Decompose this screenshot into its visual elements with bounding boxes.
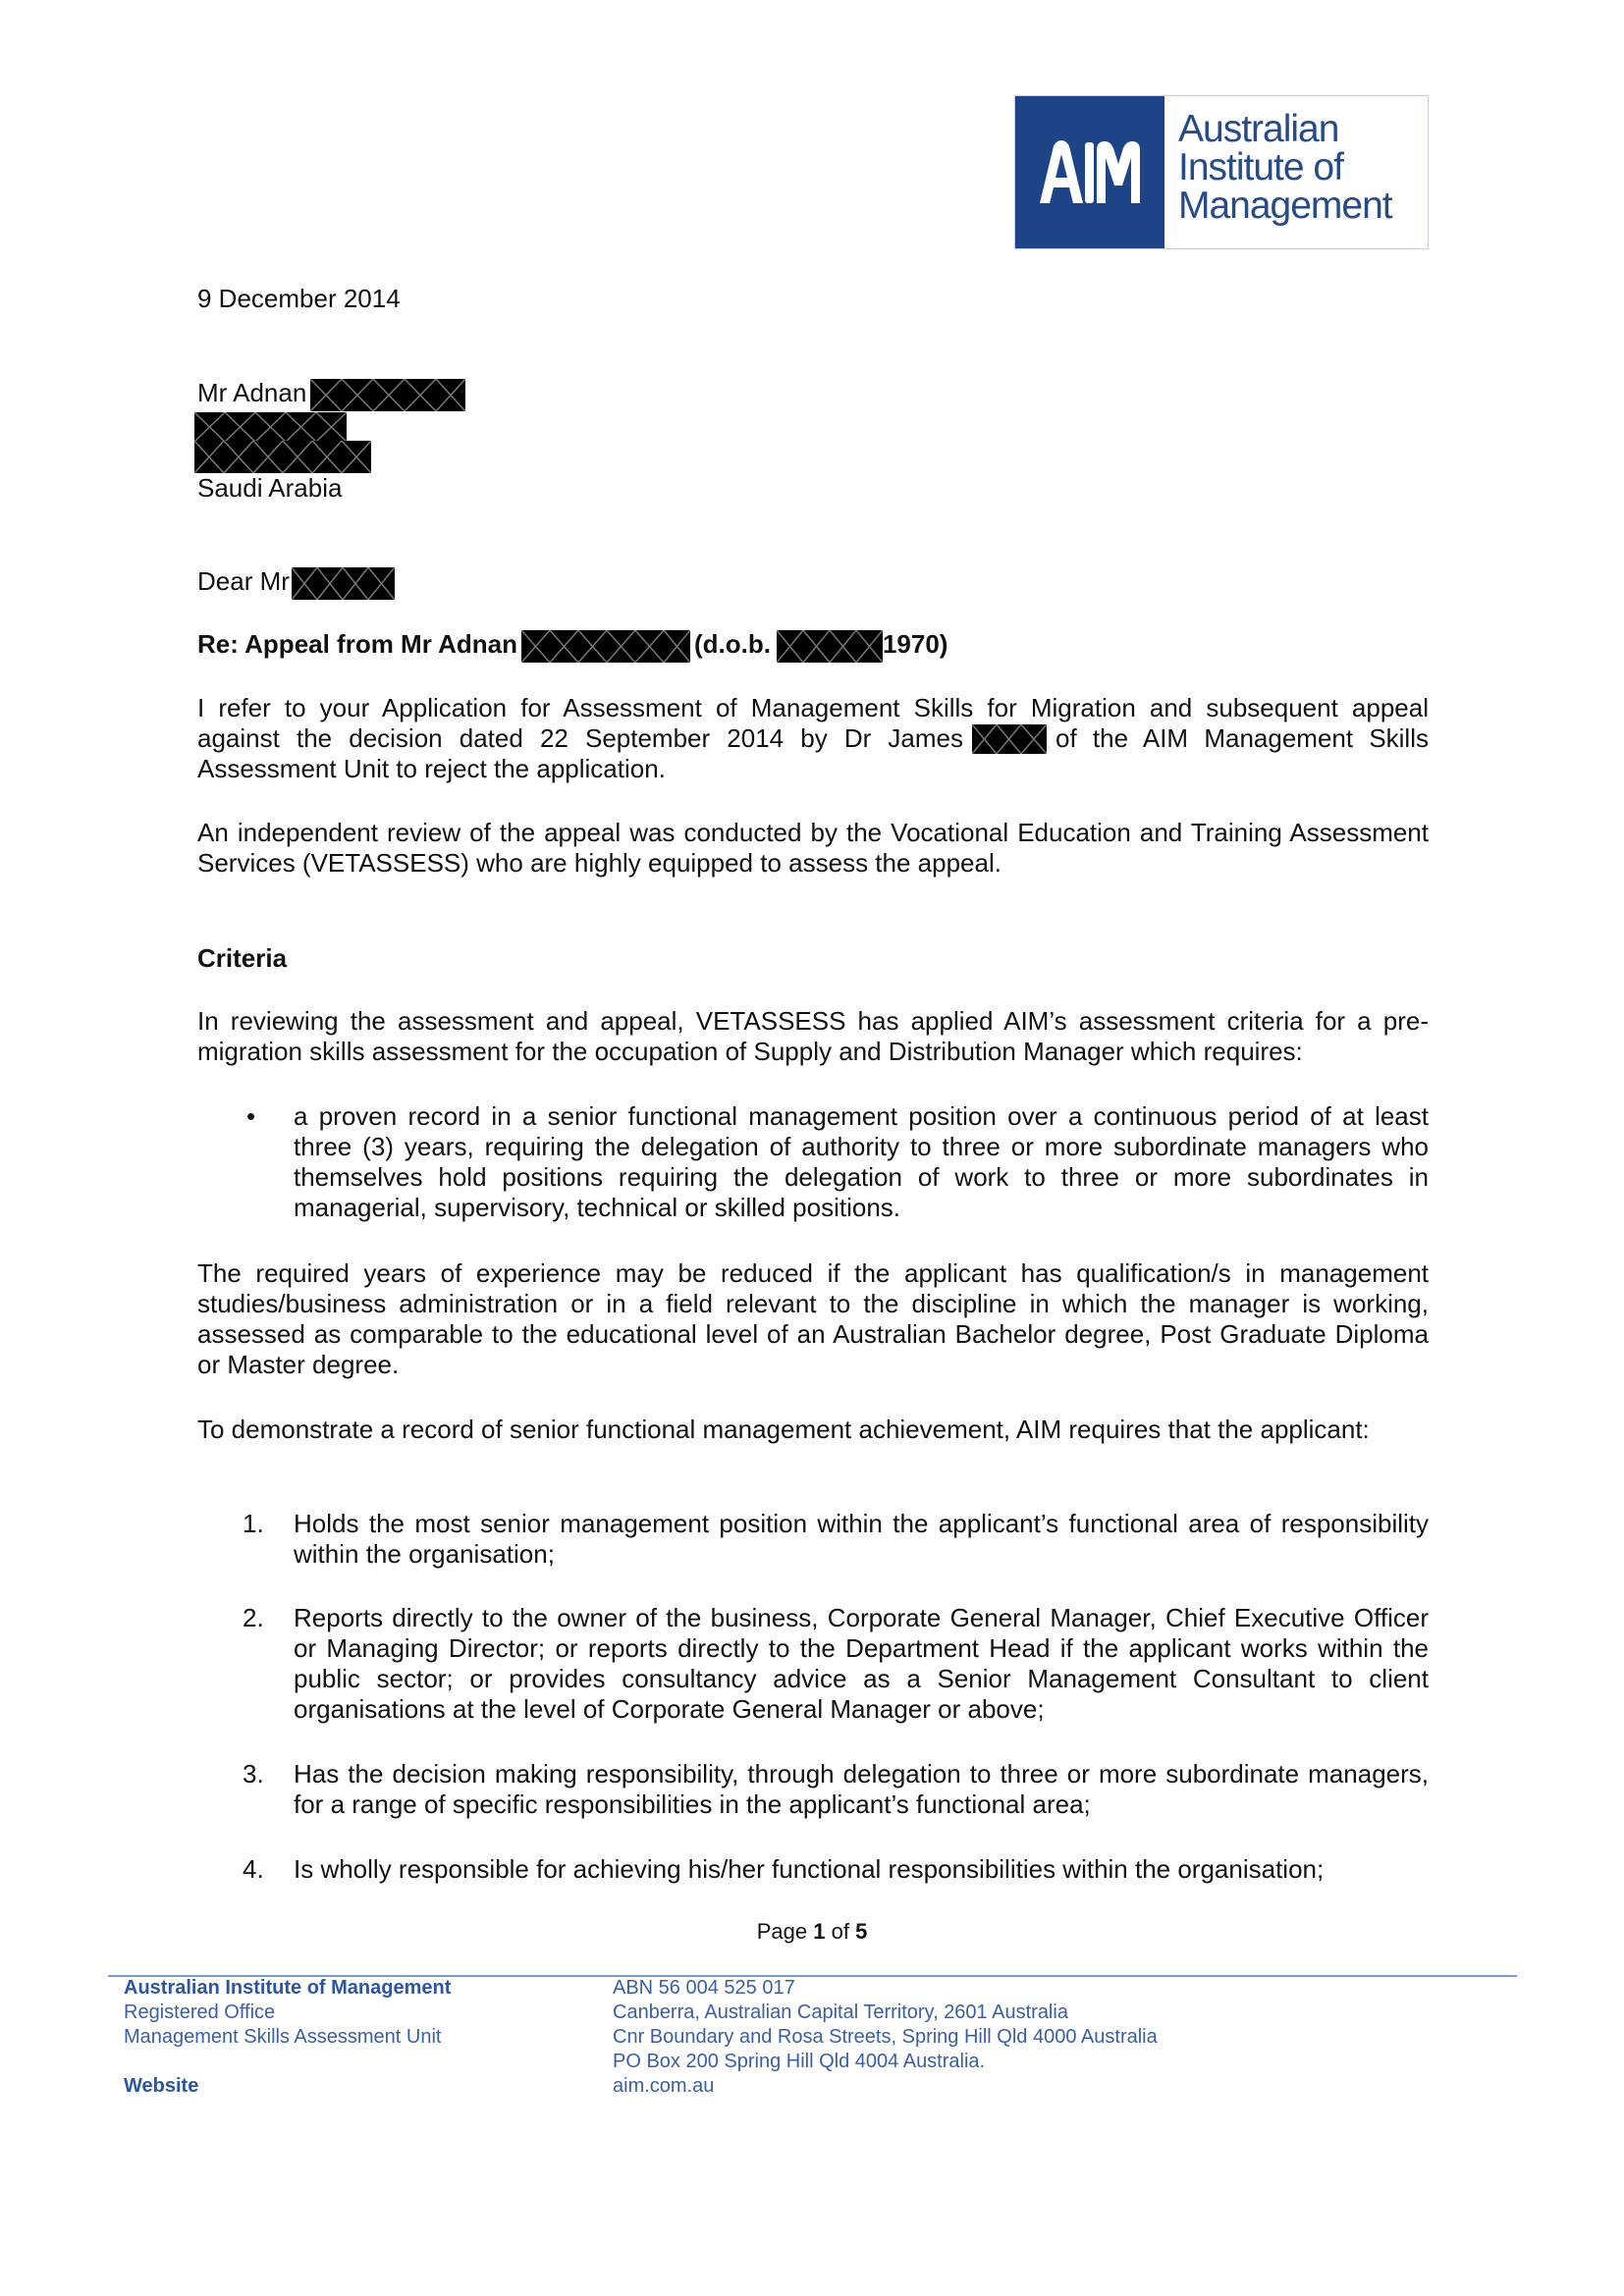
footer-pobox: PO Box 200 Spring Hill Qld 4004 Australia. (613, 2051, 986, 2072)
numbered-marker: 2. (243, 1603, 264, 1632)
numbered-text: Holds the most senior management position within the applicant’s functional area of responsibility within the organisation; (294, 1509, 1429, 1569)
footer-street: Cnr Boundary and Rosa Streets, Spring Hill Qld 4000 Australia (613, 2026, 1158, 2048)
page-current: 1 (813, 1919, 826, 1944)
redacted-address-line-2 (194, 441, 371, 473)
aim-monogram-icon (1036, 138, 1144, 207)
redaction-box (777, 630, 883, 663)
redaction-box (310, 379, 465, 411)
footer-right (613, 1976, 1359, 2099)
numbered-text: Is wholly responsible for achieving his/her functional responsibilities within the organisation; (294, 1854, 1325, 1884)
address-name-line (197, 378, 1429, 411)
subject-dob-close: 1970) (882, 629, 948, 659)
footer-registered: Registered Office (124, 2002, 276, 2023)
paragraph-4: The required years of experience may be reduced if the applicant has qualification/s in management studies/business administration or in a field relevant to the discipline in which the manager is working, assessed as comparable to the educational level of an Australian Bachelor degree, Post Graduate Diploma or Master degree. (197, 1258, 1429, 1379)
numbered-text: Has the decision making responsibility, through delegation to three or more subordinate managers, for a range of specific responsibilities in the applicant’s functional area; (294, 1759, 1429, 1819)
recipient-name: Mr Adnan (197, 378, 307, 407)
footer-canberra: Canberra, Australian Capital Territory, 2601 Australia (613, 2002, 1068, 2023)
redaction-box (194, 412, 347, 442)
bullet-item (197, 1101, 1429, 1223)
numbered-marker: 1. (243, 1509, 264, 1538)
redaction-box (972, 724, 1047, 754)
criteria-heading: Criteria (197, 943, 288, 973)
address-country: Saudi Arabia (197, 473, 343, 503)
aim-logo-wordmark (1164, 96, 1428, 248)
paragraph-5: To demonstrate a record of senior functional management achievement, AIM requires that the applicant: (197, 1415, 1370, 1444)
paragraph-3: In reviewing the assessment and appeal, VETASSESS has applied AIM’s assessment criteria for a pre-migration skills assessment for the occupation of Supply and Distribution Manager which requires: (197, 1006, 1429, 1066)
paragraph-1-line-3: Assessment Unit to reject the application. (197, 754, 666, 783)
footer-unit: Management Skills Assessment Unit (124, 2026, 442, 2048)
page-prefix: Page (756, 1919, 808, 1944)
aim-logo (1014, 95, 1429, 249)
page-number (0, 1919, 1624, 1945)
redaction-box (292, 567, 395, 600)
footer-left (124, 1976, 575, 2099)
salutation-line (197, 566, 1429, 600)
redacted-address-line-1 (194, 412, 347, 442)
numbered-marker: 4. (243, 1854, 264, 1884)
logo-line-1: Australian (1178, 108, 1339, 150)
paragraph-1-line-2 (197, 723, 1429, 754)
subject-dob-open: (d.o.b. (693, 629, 771, 659)
bullet-marker: • (246, 1101, 256, 1131)
subject-prefix: Re: Appeal from Mr Adnan (197, 629, 517, 659)
numbered-item-1 (197, 1509, 1429, 1570)
letter-date: 9 December 2014 (197, 284, 401, 313)
numbered-item-2 (197, 1603, 1429, 1725)
bullet-text: a proven record in a senior functional management position over a continuous period of at least three (3) years, requiring the delegation of authority to three or more subordinate managers who themselves hold positions requiring the delegation of work to three or more subordinates in managerial, supervisory, technical or skilled positions. (294, 1101, 1429, 1222)
numbered-text: Reports directly to the owner of the business, Corporate General Manager, Chief Executive Officer or Managing Director; or reports directly to the Department Head if the applicant works within the public sector; or provides consultancy advice as a Senior Management Consultant to client organisations at the level of Corporate General Manager or above; (294, 1603, 1429, 1724)
salutation: Dear Mr (197, 566, 290, 596)
footer-website-label: Website (124, 2075, 199, 2097)
paragraph-2: An independent review of the appeal was conducted by the Vocational Education and Training Assessment Services (VETASSESS) who are highly equipped to assess the appeal. (197, 818, 1429, 878)
redaction-box (521, 630, 690, 663)
numbered-item-4 (197, 1854, 1429, 1885)
page-total: 5 (855, 1919, 868, 1944)
aim-logo-mark (1015, 96, 1164, 248)
logo-line-2: Institute of (1178, 146, 1343, 188)
page-of: of (831, 1919, 849, 1944)
logo-line-3: Management (1178, 185, 1392, 227)
paragraph-1-line-1: I refer to your Application for Assessment of Management Skills for Migration and subsequent appeal (197, 693, 1429, 722)
paragraph-1-line-2b: of the AIM Management Skills (1056, 723, 1429, 753)
numbered-item-3 (197, 1759, 1429, 1820)
paragraph-1 (197, 693, 1429, 784)
redaction-box (194, 441, 371, 473)
paragraph-1-line-2a: against the decision dated 22 September 2014 by Dr James (197, 723, 963, 753)
footer-abn: ABN 56 004 525 017 (613, 1977, 795, 1999)
footer-website-link[interactable]: aim.com.au (613, 2075, 715, 2097)
subject-line (197, 629, 1429, 663)
footer-org: Australian Institute of Management (124, 1977, 452, 1999)
numbered-marker: 3. (243, 1759, 264, 1789)
